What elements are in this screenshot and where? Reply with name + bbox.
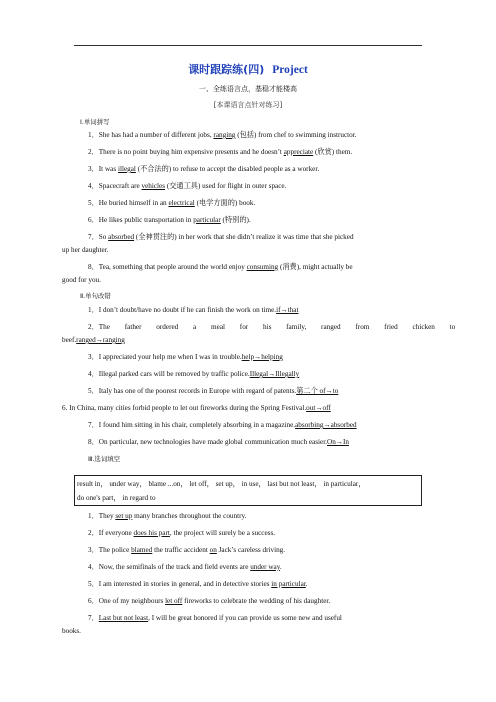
correction-item: 5．Italy has one of the poorest records in Europe with regard of patents.第二个 of→to — [88, 387, 339, 395]
exercise-item: 8．Tea, something that people around the world enjoy consuming (消费), might actually be — [88, 263, 353, 271]
subtitle: 一、全练语言点，基稳才能楼高 — [199, 85, 297, 93]
section-3-heading: Ⅲ.选词填空 — [88, 455, 120, 463]
exercise-item: 3．It was illegal (不合法的) to refuse to accept the disabled people as a worker. — [88, 165, 320, 173]
fill-item: 1．They set up many branches throughout the country. — [88, 512, 247, 520]
exercise-item: 7．So absorbed (全神贯注的) in her work that she didn’t realize it was time that she picked — [88, 233, 354, 241]
word-bank-box — [74, 475, 422, 506]
section-2-heading: Ⅱ.单句改错 — [80, 292, 111, 300]
fill-item: 5．I am interested in stories in general, and in detective stories in particular. — [88, 580, 308, 588]
fill-item: 2．If everyone does his part, the project will surely be a success. — [88, 529, 276, 537]
fill-item-cont: books. — [62, 627, 81, 635]
top-rule — [74, 45, 422, 46]
page-title — [0, 61, 496, 77]
title-cn: 课时跟踪练(四) — [188, 63, 265, 76]
word-bank-line: do one's part， in regard to — [77, 494, 156, 502]
exercise-item: 5．He buried himself in an electrical (电学方面的) book. — [88, 199, 256, 207]
correction-item: 8．On particular, new technologies have made global communication much easier.On→In — [88, 438, 349, 446]
exercise-item: 4．Spacecraft are vehicles (交通工具) used for flight in outer space. — [88, 182, 287, 190]
correction-item: 4．Illegal parked cars will be removed by traffic police.Illegal→Illegally — [88, 370, 300, 378]
correction-item: 7．I found him sitting in his chair, completely absorbing in a magazine.absorbing→absorbed — [88, 421, 357, 429]
fill-item: 6．One of my neighbours let off fireworks to celebrate the wedding of his daughter. — [88, 597, 331, 605]
fill-item: 7．Last but not least, I will be great honored if you can provide us some new and useful — [88, 614, 342, 622]
correction-item: 2．The father ordered a meal for his family, ranged from fried chicken to — [88, 323, 456, 331]
word-bank-line: result in， under way， blame ...on， let off， set up， in use， last but not least， in particular， — [77, 480, 366, 488]
correction-item: 6. In China, many cities forbid people to let out fireworks during the Spring Festival.out→off — [62, 404, 331, 412]
correction-item: 1．I don’t doubt/have no doubt if he can finish the work on time.if→that — [88, 306, 299, 314]
title-en: Project — [272, 64, 308, 76]
exercise-item: 6．He likes public transportation in particular (特别的). — [88, 216, 251, 224]
exercise-item: 1．She has had a number of different jobs, ranging (包括) from chef to swimming instructor. — [88, 131, 357, 139]
exercise-item-cont: good for you. — [62, 276, 101, 284]
correction-item-cont: beef.ranged→ranging — [62, 336, 125, 344]
fill-item: 4．Now, the semifinals of the track and field events are under way. — [88, 563, 282, 571]
exercise-item: 2．There is no point buying him expensive presents and he doesn’t appreciate (欣赏) them. — [88, 148, 353, 156]
exercise-item-cont: up her daughter. — [62, 246, 109, 254]
section-note: [本课语言点针对练习] — [213, 101, 283, 109]
fill-item: 3．The police blamed the traffic accident on Jack’s careless driving. — [88, 546, 286, 554]
correction-item: 3．I appreciated your help me when I was in trouble.help→helping — [88, 353, 283, 361]
section-1-heading: Ⅰ.单词拼写 — [80, 118, 110, 126]
